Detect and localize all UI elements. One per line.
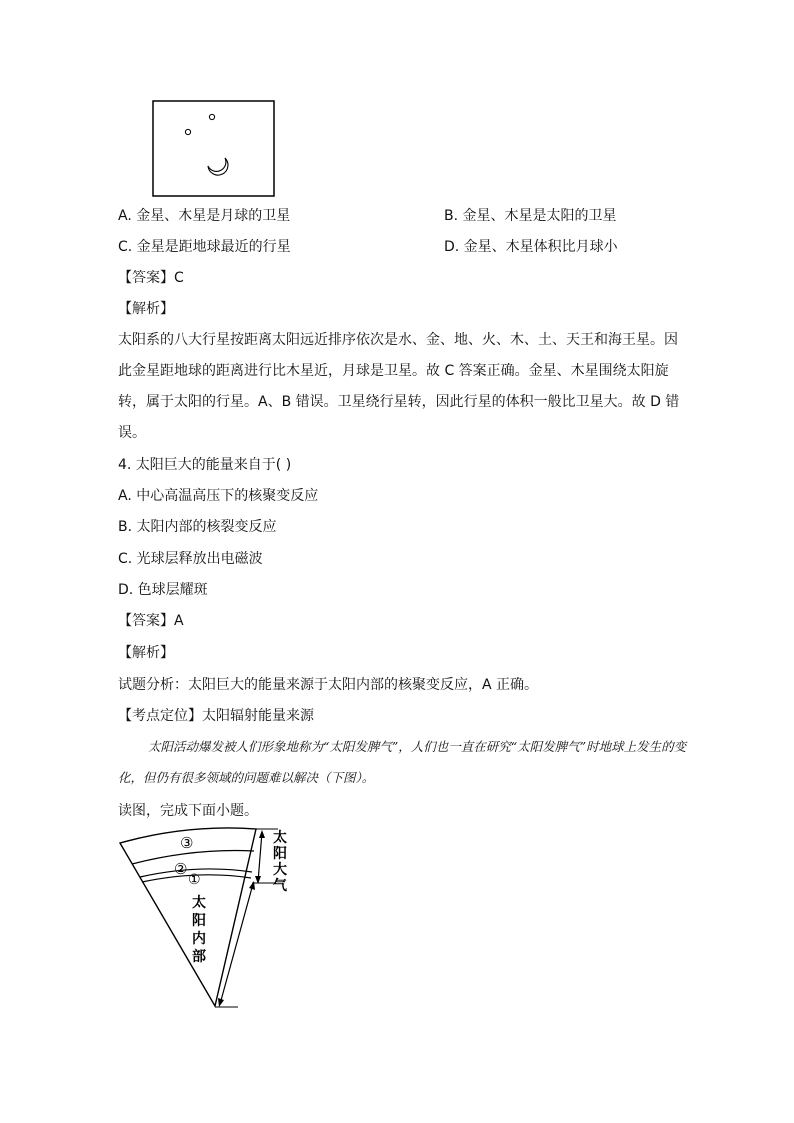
interior-char-2: 阳 bbox=[192, 913, 206, 929]
q4-option-a: A. 中心高温高压下的核聚变反应 bbox=[118, 488, 319, 504]
option-d: D. 金星、木星体积比月球小 bbox=[444, 239, 618, 255]
atmosphere-char-2: 阳 bbox=[273, 846, 287, 862]
q4-option-c: C. 光球层释放出电磁波 bbox=[118, 551, 263, 567]
analysis-heading-q4: 【解析】 bbox=[118, 645, 174, 661]
atmosphere-arrow-top-head bbox=[259, 830, 265, 838]
analysis-q4: 试题分析：太阳巨大的能量来源于太阳内部的核聚变反应，A 正确。 bbox=[118, 677, 539, 693]
instruction: 读图，完成下面小题。 bbox=[118, 803, 258, 819]
layer-label-1: ① bbox=[188, 872, 201, 888]
interior-char-1: 太 bbox=[192, 895, 206, 911]
atmosphere-char-3: 大 bbox=[273, 862, 287, 878]
layer-label-3: ③ bbox=[180, 834, 194, 852]
layer-boundary-outer bbox=[132, 851, 254, 864]
interior-char-3: 内 bbox=[192, 931, 206, 947]
interior-arrow-bottom-head bbox=[218, 998, 224, 1007]
atmosphere-char-1: 太 bbox=[273, 830, 287, 846]
layer-label-2: ② bbox=[174, 860, 188, 878]
atmosphere-arrow bbox=[258, 832, 262, 882]
q4-option-b: B. 太阳内部的核裂变反应 bbox=[118, 519, 277, 535]
reading-passage bbox=[118, 731, 688, 793]
q4-option-d: D. 色球层耀斑 bbox=[118, 582, 208, 598]
option-c: C. 金星是距地球最近的行星 bbox=[118, 239, 291, 255]
question-4: 4. 太阳巨大的能量来自于( ) bbox=[118, 457, 292, 473]
answer-q3: 【答案】C bbox=[118, 270, 184, 286]
sky-figure bbox=[152, 100, 276, 198]
passage-text: 太阳活动爆发被人们形象地称为“太阳发脾气”，人们也一直在研究“太阳发脾气”时地球上发生的变化，但仍有很多领域的问题难以解决（下图）。 bbox=[118, 739, 687, 785]
option-a: A. 金星、木星是月球的卫星 bbox=[118, 208, 291, 224]
atmosphere-char-4: 气 bbox=[273, 878, 287, 894]
interior-arrow-top-head bbox=[249, 881, 255, 890]
interior-char-4: 部 bbox=[192, 949, 206, 965]
option-b: B. 金星、木星是太阳的卫星 bbox=[444, 208, 617, 224]
analysis-heading-q3: 【解析】 bbox=[118, 301, 174, 317]
kaodian-q4: 【考点定位】太阳辐射能量来源 bbox=[118, 708, 314, 724]
sun-structure-diagram bbox=[116, 826, 296, 1016]
analysis-q3: 太阳系的八大行星按距离太阳远近排序依次是水、金、地、火、木、土、天王和海王星。因此金星距地球的距离进行比木星近，月球是卫星。故 C 答案正确。金星、木星围绕太阳旋转，属于太阳的行星。A、B 错误。卫星绕行星转，因此行星的体积一般比卫星大。故 D 错误。 bbox=[118, 332, 680, 441]
sector-outline bbox=[120, 828, 256, 1006]
answer-q4: 【答案】A bbox=[118, 613, 184, 629]
interior-arrow bbox=[220, 884, 253, 1004]
